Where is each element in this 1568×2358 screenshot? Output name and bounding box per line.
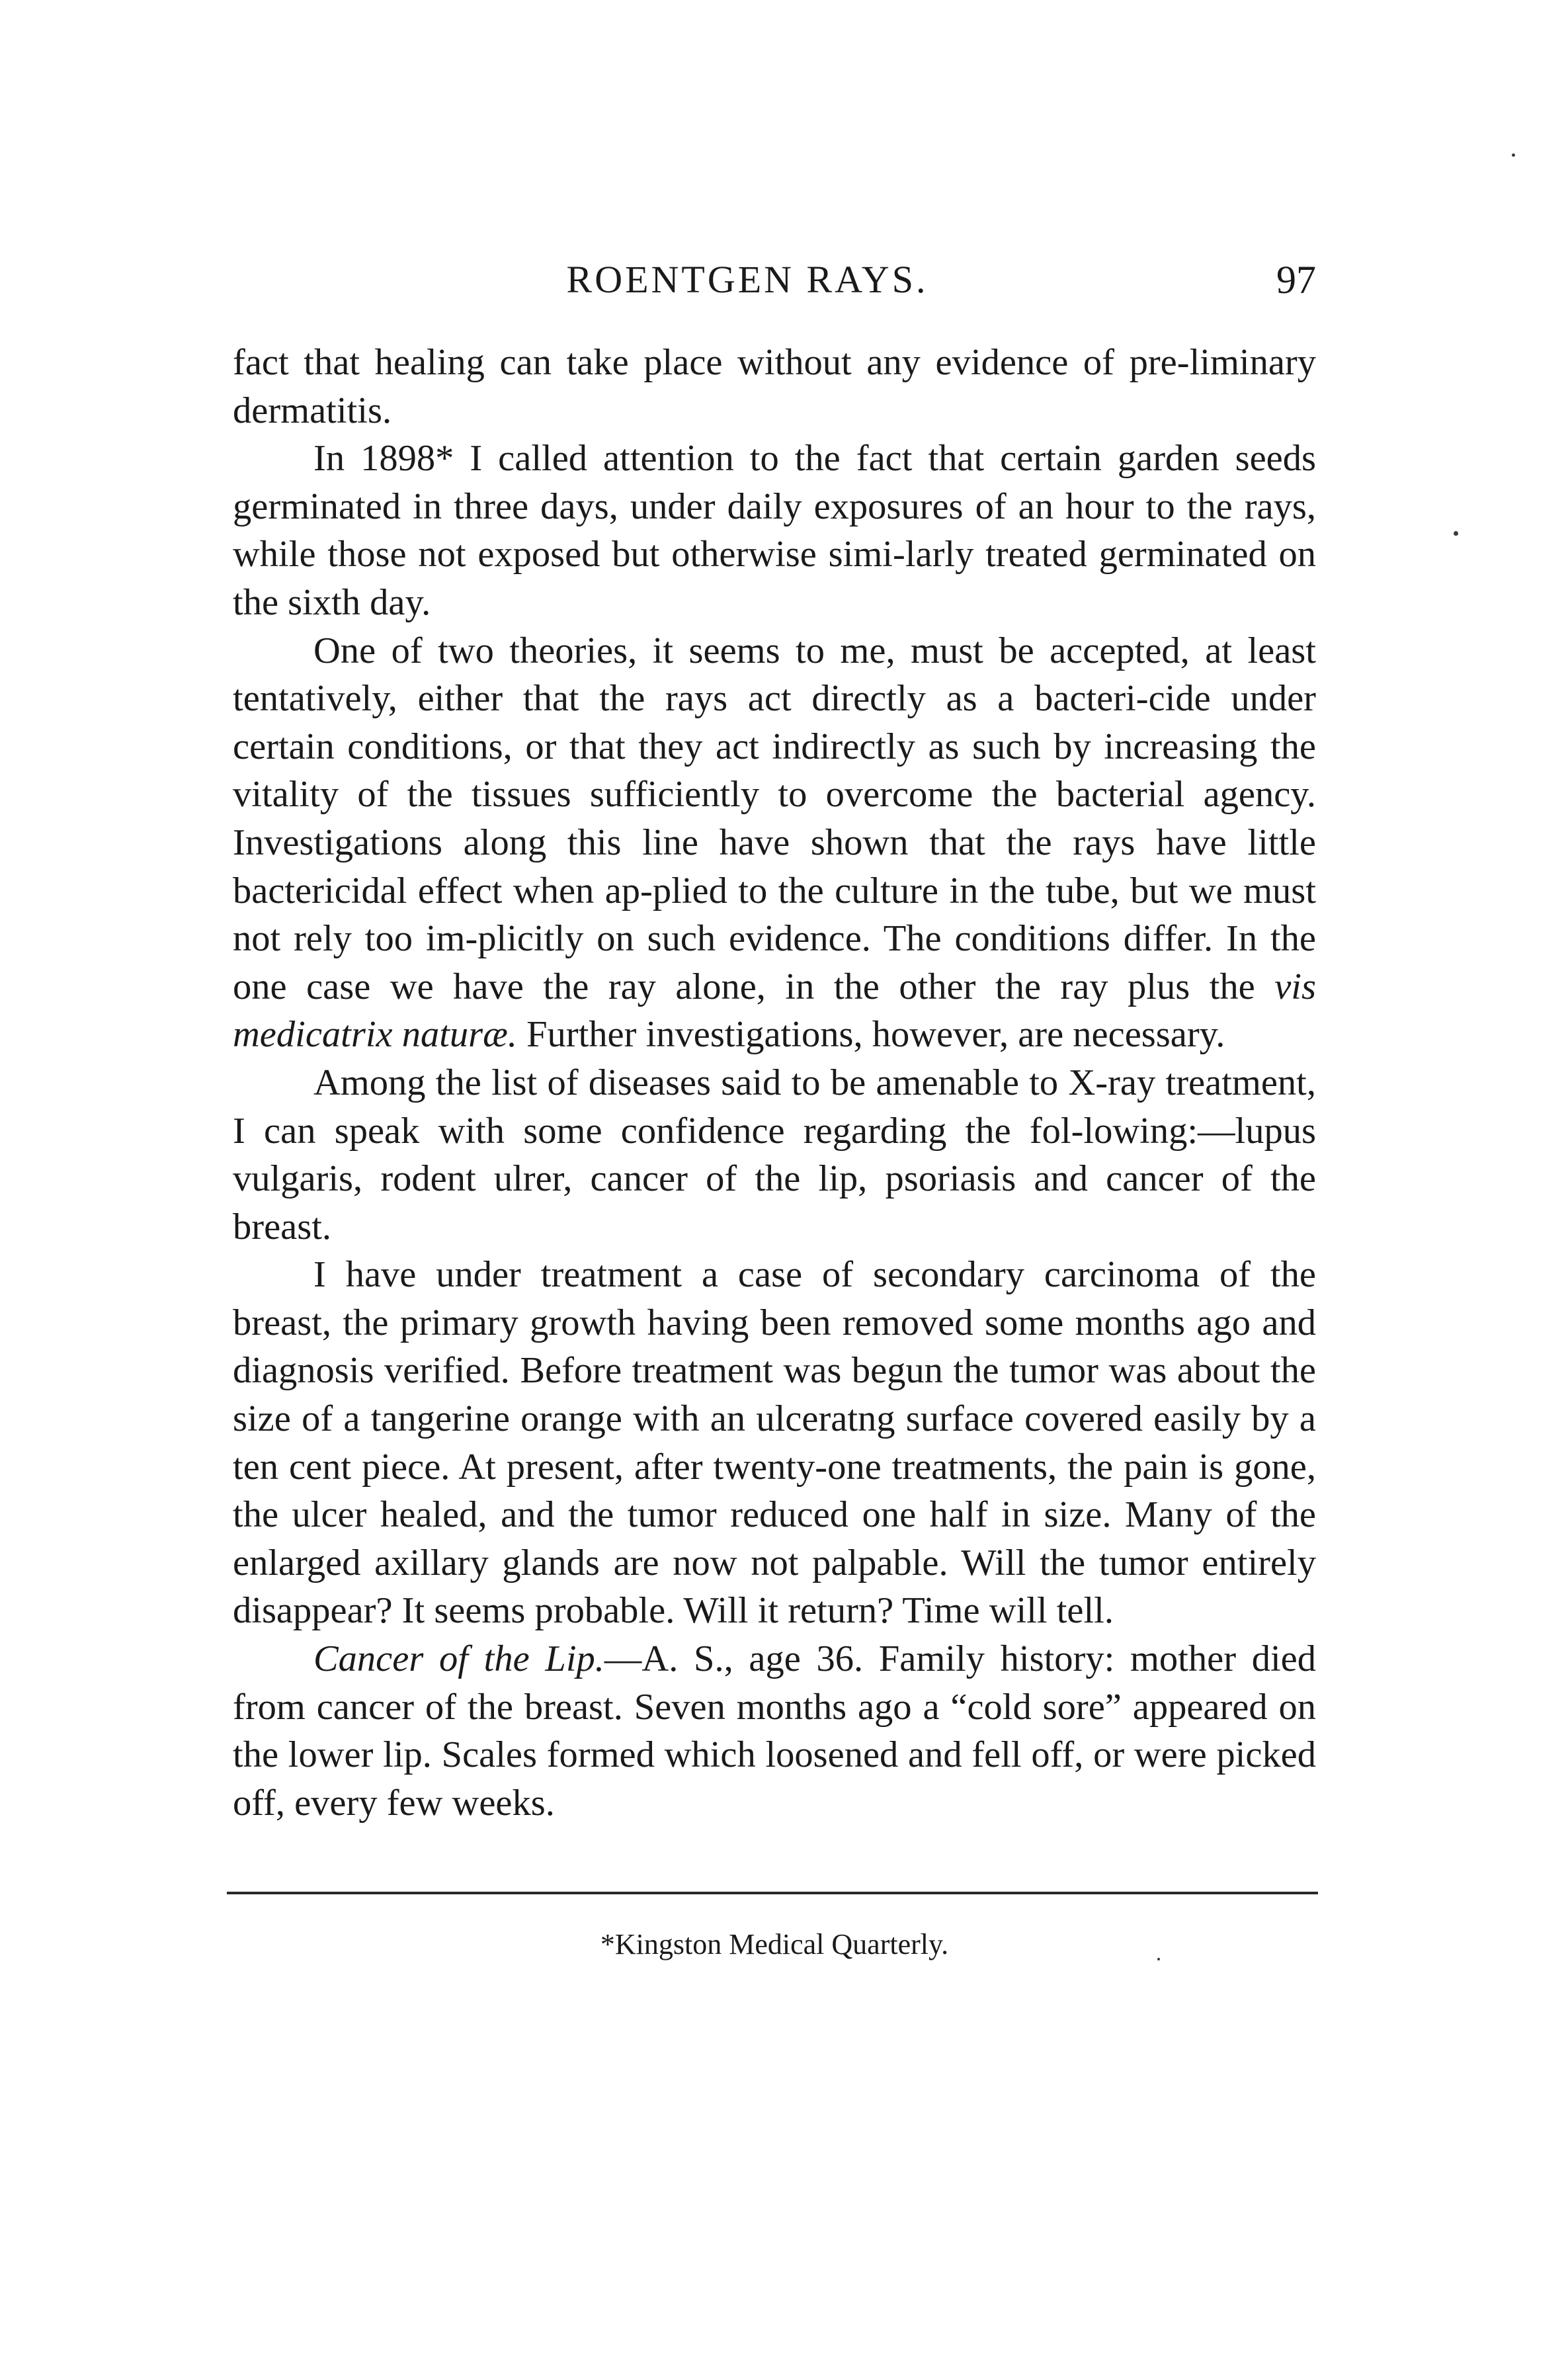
paragraph xyxy=(233,339,1316,435)
text-run: Further investigations, however, are necessary. xyxy=(517,1014,1225,1056)
text-run: I have under treatment a case of secondary carcinoma of the breast, the primary growth having been removed some months ago and diagnosis verified. Before treatment was begun the tumor was about the size of a tangerine orange with an ulceratng surface covered easily by a ten cent piece. At present, after twenty-one treatments, the pain is gone, the ulcer healed, and the tumor reduced one half in size. Many of the enlarged axillary glands are now not palpable. Will the tumor entirely disappear? It seems probable. Will it return? Time will tell. xyxy=(233,1254,1316,1632)
latin-phrase: vis medicatrix naturæ. xyxy=(233,966,1316,1056)
paragraph xyxy=(233,627,1316,1059)
footnote: *Kingston Medical Quarterly. xyxy=(600,1928,949,1960)
case-heading: Cancer of the Lip. xyxy=(313,1638,604,1680)
running-head: ROENTGEN RAYS. xyxy=(566,258,928,301)
text-run: —A. S., age 36. Family history: mother died from cancer of the breast. Seven months ago a “cold sore” appeared on the lower lip. Scales formed which loosened and fell off, or were picked off, every few weeks. xyxy=(233,1638,1316,1824)
text-run: In 1898* I called attention to the fact that certain garden seeds germinated in three days, under daily exposures of an hour to the rays, while those not exposed but otherwise simi-larly treated germinated on the sixth day. xyxy=(233,438,1316,623)
text-run: fact that healing can take place without any evidence of pre-liminary dermatitis. xyxy=(233,342,1316,431)
paragraph xyxy=(233,435,1316,626)
page-number: 97 xyxy=(1276,258,1316,302)
paper-speck xyxy=(1512,153,1515,157)
paper-speck xyxy=(1454,531,1458,536)
paper-speck xyxy=(1157,1958,1160,1960)
text-run: Among the list of diseases said to be amenable to X-ray treatment, I can speak with some confidence regarding the fol-lowing:—lupus vulgaris, rodent ulrer, cancer of the lip, psoriasis and cancer of the breast. xyxy=(233,1062,1316,1247)
body-text xyxy=(233,339,1316,1827)
paragraph xyxy=(233,1251,1316,1635)
paragraph xyxy=(233,1059,1316,1251)
text-run: One of two theories, it seems to me, must be accepted, at least tentatively, either that the rays act directly as a bacteri-cide under certain conditions, or that they act indirectly as such by increasing the vitality of the tissues sufficiently to overcome the bacterial agency. Investigations along this line have shown that the rays have little bactericidal effect when ap-plied to the culture in the tube, but we must not rely too im-plicitly on such evidence. The conditions differ. In the one case we have the ray alone, in the other the ray plus the xyxy=(233,630,1316,1007)
footnote-rule xyxy=(227,1892,1318,1894)
paragraph xyxy=(233,1635,1316,1827)
